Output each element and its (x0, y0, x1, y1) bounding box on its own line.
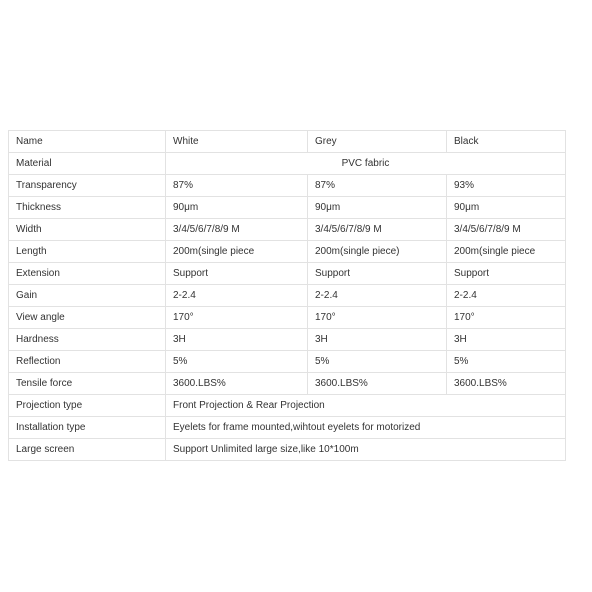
cell-value: 3H (447, 329, 566, 351)
cell-value: 3600.LBS% (447, 373, 566, 395)
table-row (9, 197, 566, 219)
cell-value: 5% (447, 351, 566, 373)
cell-value: 3/4/5/6/7/8/9 M (166, 219, 308, 241)
row-label: Extension (9, 263, 166, 285)
table-row (9, 373, 566, 395)
row-label: Transparency (9, 175, 166, 197)
table-row (9, 285, 566, 307)
cell-value: 200m(single piece (166, 241, 308, 263)
cell-value: 5% (166, 351, 308, 373)
row-label: Large screen (9, 439, 166, 461)
spec-table-body (9, 131, 566, 461)
cell-value: 3600.LBS% (308, 373, 447, 395)
cell-value: Black (447, 131, 566, 153)
row-label: Projection type (9, 395, 166, 417)
table-row (9, 307, 566, 329)
cell-value: 170° (308, 307, 447, 329)
cell-value: 3H (308, 329, 447, 351)
cell-value: Support (308, 263, 447, 285)
table-row (9, 351, 566, 373)
row-label: Reflection (9, 351, 166, 373)
table-row (9, 395, 566, 417)
cell-value: 3/4/5/6/7/8/9 M (447, 219, 566, 241)
cell-value: Support (447, 263, 566, 285)
row-label: Installation type (9, 417, 166, 439)
cell-value: 200m(single piece (447, 241, 566, 263)
cell-value: 93% (447, 175, 566, 197)
cell-value: 170° (166, 307, 308, 329)
table-row (9, 263, 566, 285)
table-row (9, 219, 566, 241)
cell-value: 3H (166, 329, 308, 351)
row-label: Gain (9, 285, 166, 307)
cell-value: Front Projection & Rear Projection (166, 395, 566, 417)
cell-value: 200m(single piece) (308, 241, 447, 263)
cell-value: Support Unlimited large size,like 10*100m (166, 439, 566, 461)
table-row (9, 417, 566, 439)
cell-value: Grey (308, 131, 447, 153)
row-label: Width (9, 219, 166, 241)
cell-value: 2-2.4 (308, 285, 447, 307)
row-label: Material (9, 153, 166, 175)
table-row (9, 329, 566, 351)
row-label: Tensile force (9, 373, 166, 395)
table-row (9, 439, 566, 461)
cell-value: Support (166, 263, 308, 285)
cell-value: 3/4/5/6/7/8/9 M (308, 219, 447, 241)
cell-value: 87% (166, 175, 308, 197)
table-row (9, 153, 566, 175)
row-label: Thickness (9, 197, 166, 219)
row-label: Hardness (9, 329, 166, 351)
cell-value: 3600.LBS% (166, 373, 308, 395)
cell-value: 90μm (166, 197, 308, 219)
cell-value: 2-2.4 (447, 285, 566, 307)
row-label: Length (9, 241, 166, 263)
cell-value: 90μm (447, 197, 566, 219)
cell-value: 5% (308, 351, 447, 373)
spec-table (8, 130, 566, 461)
row-label: Name (9, 131, 166, 153)
cell-value: 170° (447, 307, 566, 329)
table-row (9, 241, 566, 263)
cell-value: 87% (308, 175, 447, 197)
cell-value: White (166, 131, 308, 153)
table-row (9, 131, 566, 153)
cell-value: 2-2.4 (166, 285, 308, 307)
cell-value: PVC fabric (166, 153, 566, 175)
table-row (9, 175, 566, 197)
cell-value: Eyelets for frame mounted,wihtout eyelets for motorized (166, 417, 566, 439)
row-label: View angle (9, 307, 166, 329)
cell-value: 90μm (308, 197, 447, 219)
